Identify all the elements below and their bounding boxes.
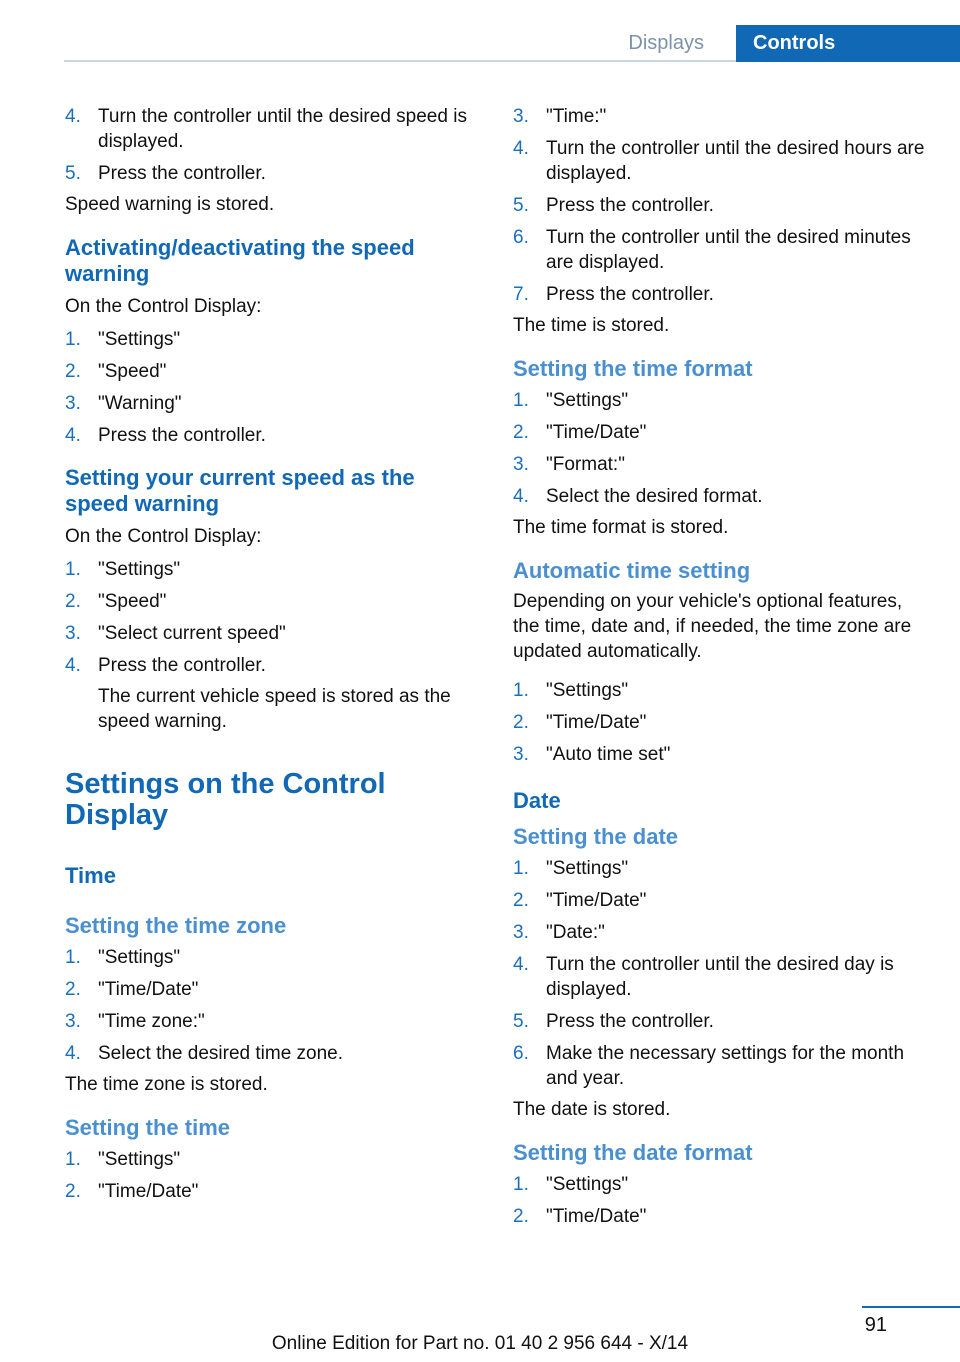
heading-automatic-time: Automatic time setting <box>513 558 751 583</box>
step-number: 2. <box>513 712 529 733</box>
step-list <box>65 1143 475 1207</box>
step-text: "Time/Date" <box>98 1181 199 1202</box>
page-number: 91 <box>864 1314 887 1336</box>
step-item <box>513 221 933 278</box>
step-text: "Format:" <box>546 454 625 475</box>
step-text: "Warning" <box>98 393 182 414</box>
step-number: 4. <box>513 954 529 975</box>
step-text: "Speed" <box>98 591 167 612</box>
step-text: "Settings" <box>546 390 629 411</box>
step-text: Press the controller. <box>98 655 266 676</box>
step-text: "Settings" <box>98 559 181 580</box>
description-text: Depending on your vehicle's optional features, the time, date and, if needed, the time zone are updated automatically. <box>513 591 912 662</box>
step-text: "Auto time set" <box>546 744 671 765</box>
step-list <box>65 323 475 451</box>
step-number: 4. <box>65 655 81 676</box>
step-text: "Time zone:" <box>98 1011 205 1032</box>
step-text: "Time/Date" <box>546 712 647 733</box>
step-text: Press the controller. <box>98 425 266 446</box>
edition-note: Online Edition for Part no. 01 40 2 956 644 - X/14 <box>271 1333 689 1354</box>
chapter-tab-controls: Controls <box>736 25 960 62</box>
step-text: Turn the controller until the desired speed is displayed. <box>98 106 467 152</box>
step-number: 4. <box>65 425 81 446</box>
step-text: Select the desired time zone. <box>98 1043 344 1064</box>
step-number: 3. <box>513 744 529 765</box>
step-number: 3. <box>65 1011 81 1032</box>
step-item <box>513 189 933 221</box>
step-number: 3. <box>513 106 529 127</box>
step-text: Press the controller. <box>546 195 714 216</box>
step-number: 5. <box>513 195 529 216</box>
step-item <box>513 674 933 706</box>
step-text: "Select current speed" <box>98 623 286 644</box>
step-number: 2. <box>513 1206 529 1227</box>
step-list <box>65 941 475 1069</box>
right-column <box>513 100 933 1232</box>
step-number: 2. <box>513 890 529 911</box>
page-header <box>0 25 960 62</box>
step-text: "Date:" <box>546 922 605 943</box>
step-number: 5. <box>513 1011 529 1032</box>
step-text: "Time/Date" <box>546 890 647 911</box>
step-list <box>513 100 933 310</box>
step-text: "Speed" <box>98 361 167 382</box>
result-text: The time format is stored. <box>513 517 729 538</box>
intro-text: On the Control Display: <box>65 526 262 547</box>
step-item <box>65 419 475 451</box>
step-number: 5. <box>65 163 81 184</box>
heading-setting-date: Setting the date <box>513 824 679 849</box>
step-list <box>65 100 475 189</box>
left-column <box>65 100 475 1207</box>
heading-date: Date <box>513 788 561 813</box>
step-number: 1. <box>65 329 81 350</box>
step-item <box>513 132 933 189</box>
step-item <box>65 1005 475 1037</box>
step-text: Turn the controller until the desired day is displayed. <box>546 954 894 1000</box>
heading-time: Time <box>65 863 116 888</box>
heading-time-zone: Setting the time zone <box>65 913 287 938</box>
heading-time-format: Setting the time format <box>513 356 753 381</box>
step-text: "Settings" <box>98 947 181 968</box>
step-item <box>513 278 933 310</box>
step-text: Press the controller. <box>98 163 266 184</box>
step-item <box>513 1005 933 1037</box>
step-item <box>65 649 475 737</box>
step-item <box>65 973 475 1005</box>
step-item <box>65 553 475 585</box>
step-item <box>65 941 475 973</box>
footer-rule <box>862 1306 960 1308</box>
step-number: 6. <box>513 1043 529 1064</box>
step-item <box>513 852 933 884</box>
step-item <box>65 323 475 355</box>
step-number: 2. <box>65 1181 81 1202</box>
step-item <box>513 416 933 448</box>
intro-text: On the Control Display: <box>65 296 262 317</box>
step-list <box>513 384 933 512</box>
step-item <box>513 384 933 416</box>
step-number: 1. <box>513 680 529 701</box>
step-item <box>513 738 933 770</box>
step-number: 1. <box>513 390 529 411</box>
step-item <box>513 1037 933 1094</box>
step-text: Press the controller. <box>546 1011 714 1032</box>
heading-date-format: Setting the date format <box>513 1140 753 1165</box>
step-number: 2. <box>65 361 81 382</box>
step-list <box>513 1168 933 1232</box>
step-number: 3. <box>65 393 81 414</box>
step-item <box>65 1037 475 1069</box>
result-text: The date is stored. <box>513 1099 671 1120</box>
step-text: Select the desired format. <box>546 486 763 507</box>
step-number: 4. <box>513 138 529 159</box>
step-number: 1. <box>513 1174 529 1195</box>
step-text: Press the controller. <box>546 284 714 305</box>
step-number: 7. <box>513 284 529 305</box>
step-text: "Time:" <box>546 106 607 127</box>
step-item <box>513 916 933 948</box>
result-text: The time zone is stored. <box>65 1074 268 1095</box>
step-item <box>513 1168 933 1200</box>
step-number: 1. <box>65 947 81 968</box>
step-text: Turn the controller until the desired hours are displayed. <box>546 138 925 184</box>
step-number: 4. <box>65 106 81 127</box>
heading-settings-control-display: Settings on the Control Display <box>65 768 386 831</box>
step-item <box>513 706 933 738</box>
step-number: 1. <box>65 559 81 580</box>
step-item <box>65 387 475 419</box>
heading-activate-speed-warning: Activating/deactivating the speed warning <box>65 235 415 286</box>
step-item <box>65 355 475 387</box>
step-number: 1. <box>513 858 529 879</box>
step-number: 2. <box>513 422 529 443</box>
step-number: 2. <box>65 979 81 1000</box>
step-item <box>65 157 475 189</box>
step-item <box>513 448 933 480</box>
step-item <box>513 884 933 916</box>
result-text: The time is stored. <box>513 315 670 336</box>
step-item <box>65 585 475 617</box>
step-list <box>65 553 475 737</box>
step-number: 4. <box>513 486 529 507</box>
section-tab-displays: Displays <box>628 32 704 54</box>
step-text: "Time/Date" <box>98 979 199 1000</box>
step-text: "Settings" <box>98 329 181 350</box>
step-list <box>513 674 933 770</box>
heading-current-speed-warning: Setting your current speed as the speed warning <box>65 465 415 516</box>
step-number: 6. <box>513 227 529 248</box>
result-text: Speed warning is stored. <box>65 194 275 215</box>
step-text: "Settings" <box>546 1174 629 1195</box>
step-text: "Settings" <box>546 680 629 701</box>
step-list <box>513 852 933 1094</box>
step-number: 1. <box>65 1149 81 1170</box>
step-text: "Settings" <box>98 1149 181 1170</box>
step-text: Turn the controller until the desired minutes are displayed. <box>546 227 911 273</box>
step-number: 3. <box>513 454 529 475</box>
step-number: 4. <box>65 1043 81 1064</box>
step-number: 3. <box>65 623 81 644</box>
step-text: "Settings" <box>546 858 629 879</box>
step-text: Make the necessary settings for the month and year. <box>546 1043 905 1089</box>
step-note: The current vehicle speed is stored as the speed warning. <box>98 686 451 732</box>
step-item <box>513 1200 933 1232</box>
heading-setting-time: Setting the time <box>65 1115 231 1140</box>
step-item <box>513 100 933 132</box>
step-item <box>65 100 475 157</box>
step-item <box>513 480 933 512</box>
step-item <box>513 948 933 1005</box>
step-number: 3. <box>513 922 529 943</box>
step-text: "Time/Date" <box>546 1206 647 1227</box>
step-item <box>65 1143 475 1175</box>
step-item <box>65 617 475 649</box>
step-text: "Time/Date" <box>546 422 647 443</box>
step-number: 2. <box>65 591 81 612</box>
step-item <box>65 1175 475 1207</box>
